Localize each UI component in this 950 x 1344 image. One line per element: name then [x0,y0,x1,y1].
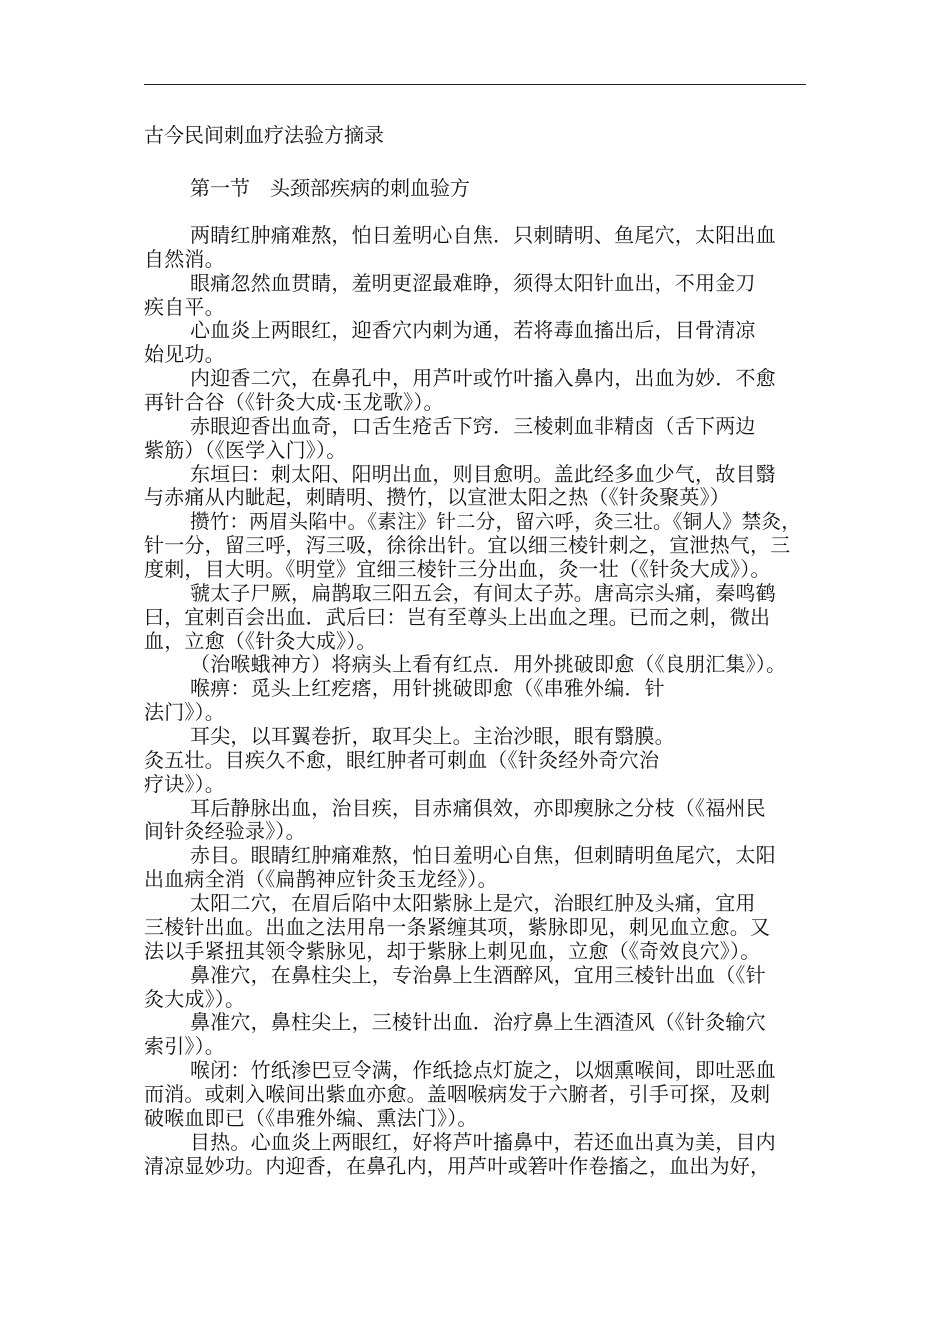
text-line: 喉痹：觅头上红疙瘩，用针挑破即愈（《串雅外编．针 [190,676,665,701]
text-line: 法以手紧扭其领令紫脉见，却于紫脉上刺见血，立愈（《奇效良穴》）。 [144,938,761,963]
text-line: 破喉血即已（《串雅外编、熏法门》）。 [144,1105,478,1130]
text-line: 鼻准穴，鼻柱尖上，三棱针出血．治疗鼻上生酒渣风（《针灸输穴 [190,1010,766,1035]
text-line: 攒竹：两眉头陷中。《素注》针二分，留六呼，灸三壮。《铜人》禁灸， [190,510,801,534]
text-line: 三棱针出血。出血之法用帛一条紧缠其项，紫脉即见，刺见血立愈。又 [144,914,771,939]
text-line: 疗诀》）。 [144,771,225,796]
text-line: 赤目。眼睛红肿痛难熬，怕日羞明心自焦，但刺睛明鱼尾穴，太阳 [190,843,776,868]
text-line: 喉闭：竹纸渗巴豆令满，作纸捻点灯旋之，以烟熏喉间，即吐恶血 [190,1058,776,1083]
text-line: 眼痛忽然血贯睛，羞明更涩最难睁，须得太阳针血出，不用金刀 [190,270,756,295]
text-line: 曰，宜刺百会出血．武后曰：岂有至尊头上出血之理。已而之刺，微出 [144,604,771,629]
text-line: 内迎香二穴，在鼻孔中，用芦叶或竹叶搐入鼻内，出血为妙．不愈 [190,366,776,391]
text-line: 太阳二穴，在眉后陷中太阳紫脉上是穴，治眼红肿及头痛，宜用 [190,891,756,916]
top-rule [144,84,806,85]
text-line: 再针合谷（《针灸大成·玉龙歌》）。 [144,390,444,415]
text-line: 紫筋）（《医学入门》）。 [144,437,347,462]
section-title: 第一节 头颈部疾病的刺血验方 [190,176,470,200]
text-line: 血，立愈（《针灸大成》）。 [144,628,377,653]
text-line: 自然消。 [144,246,225,271]
text-line: 目热。心血炎上两眼红，好将芦叶搐鼻中，若还血出真为美，目内 [190,1129,776,1154]
text-line: 心血炎上两眼红，迎香穴内刺为通，若将毒血搐出后，目骨清凉 [190,318,756,343]
text-line: 赤眼迎香出血奇，口舌生疮舌下窍．三棱刺血非精卤（舌下两边 [190,413,756,438]
text-line: 间针灸经验录》）。 [144,819,306,844]
text-line: 始见功。 [144,342,225,367]
text-line: 鼻准穴，在鼻柱尖上，专治鼻上生酒醉风，宜用三棱针出血（《针 [190,962,766,987]
text-line: 耳尖，以耳翼卷折，取耳尖上。主治沙眼，眼有翳膜。 [190,724,675,749]
text-line: 两睛红肿痛难熬，怕日羞明心自焦．只刺睛明、鱼尾穴，太阳出血 [190,223,776,247]
text-line: 度刺，目大明。《明堂》宜细三棱针三分出血，灸一壮（《针灸大成》）。 [144,557,771,582]
text-line: 疾自平。 [144,294,225,319]
text-line: 灸五壮。目疾久不愈，眼红肿者可刺血（《针灸经外奇穴治 [144,747,660,772]
text-line: 出血病全消（《扁鹊神应针灸玉龙经》）。 [144,867,498,892]
text-line: 耳后静脉出血，治目疾，目赤痛俱效，亦即瘈脉之分枝（《福州民 [190,795,766,820]
text-line: 虢太子尸厥，扁鹊取三阳五会，有间太子苏。唐高宗头痛，秦鸣鹤 [190,580,776,605]
text-line: 法门》）。 [144,700,225,725]
text-line: 东垣曰：刺太阳、阳明出血，则目愈明。盖此经多血少气，故目翳 [190,461,776,486]
text-line: 而消。或刺入喉间出紫血亦愈。盖咽喉病发于六腑者，引手可探，及刺 [144,1081,771,1106]
text-line: 清凉显妙功。内迎香，在鼻孔内，用芦叶或箬叶作卷搐之，血出为好， [144,1153,771,1178]
text-line: 与赤痛从内眦起，刺睛明、攒竹，以宣泄太阳之热（《针灸聚英》） [144,485,730,510]
document-title: 古今民间刺血疗法验方摘录 [144,123,384,147]
text-line: （治喉蛾神方）将病头上看有红点．用外挑破即愈（《良朋汇集》）。 [190,652,787,677]
text-line: 针一分，留三呼，泻三吸，徐徐出针。宜以细三棱针刺之，宣泄热气，三 [144,533,791,558]
text-line: 灸大成》）。 [144,986,246,1011]
body-text [144,224,806,1178]
text-line: 索引》）。 [144,1034,225,1059]
